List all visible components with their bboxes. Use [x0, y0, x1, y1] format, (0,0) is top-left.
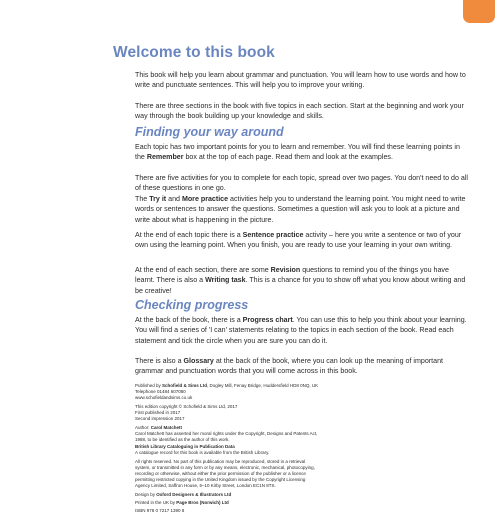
imprint-website: www.schofieldandsims.co.uk: [135, 395, 193, 400]
imprint-first-published: First published in 2017: [135, 410, 181, 415]
finding-paragraph-2: There are five activities for you to complete for each topic, spread over two pages. You don't need to do all of these questions in one go.: [135, 174, 468, 193]
finding-paragraph-1: Each topic has two important points for you to learn and remember. You will find these learning points in the Remember box at the top of each page. Read them and look at the examples.: [135, 143, 460, 162]
imprint-block: [135, 383, 445, 514]
intro-paragraph-2: There are three sections in the book with five topics in each section. Start at the beginning and work your way through the book building up your knowledge and skills.: [135, 102, 464, 121]
imprint-cip-heading: British Library Cataloguing in Publication Data: [135, 444, 235, 449]
finding-heading: Finding your way around: [135, 125, 284, 139]
imprint-copyright: This edition copyright © Schofield & Sims Ltd, 2017: [135, 404, 238, 409]
imprint-telephone: Telephone 01484 607080: [135, 389, 186, 394]
finding-paragraph-5: At the end of each section, there are some Revision questions to remind you of the things you have learnt. There is also a Writing task. This is a chance for you to show off what you know about writing and be creative!: [135, 266, 466, 295]
imprint-publisher: Published by Schofield & Sims Ltd, Dogley Mill, Fenay Bridge, Huddersfield HD8 0NQ, UK: [135, 383, 319, 388]
page-title: Welcome to this book: [113, 44, 275, 61]
imprint-cip-text: A catalogue record for this book is available from the British Library.: [135, 450, 270, 455]
finding-paragraph-3: The Try it and More practice activities help you to understand the learning point. You might need to write words or sentences to answer the questions. Sometimes a question will ask you to look at a picture and write about what is happening in the picture.: [135, 195, 466, 224]
imprint-rights-4: permitting restricted copying in the United Kingdom issued by the Copyright Licensing: [135, 477, 306, 482]
imprint-rights-3: recording or otherwise, without either the prior permission of the publisher or a licence: [135, 471, 306, 476]
imprint-moral-rights-2: 1988, to be identified as the author of this work.: [135, 437, 230, 442]
imprint-design: Design by Oxford Designers & Illustrators Ltd: [135, 492, 232, 497]
imprint-author: Author: Carol Matchett: [135, 425, 183, 430]
imprint-rights-2: system, or transmitted in any form or by any means, electronic, mechanical, photocopying,: [135, 465, 315, 470]
finding-paragraph-4: At the end of each topic there is a Sentence practice activity – here you write a sentence or two of your own using the learning point. When you finish, you are ready to use your learning in your own writing.: [135, 231, 462, 250]
checking-paragraph-2: There is also a Glossary at the back of the book, where you can look up the meaning of important grammar and punctuation words that you will come across in this book.: [135, 357, 443, 376]
imprint-isbn: ISBN 978 0 7217 1390 8: [135, 508, 185, 513]
checking-heading: Checking progress: [135, 298, 249, 312]
imprint-impression: Second impression 2017: [135, 416, 185, 421]
imprint-rights-5: Agency Limited, Saffron House, 6–10 Kirby Street, London EC1N 8TS.: [135, 483, 276, 488]
imprint-moral-rights-1: Carol Matchett has asserted her moral rights under the Copyright, Designs and Patents Act,: [135, 431, 318, 436]
imprint-printer: Printed in the UK by Page Bros (Norwich) Ltd: [135, 500, 229, 505]
intro-paragraph-1: This book will help you learn about grammar and punctuation. You will learn how to use words and how to write and punctuate sentences. This will help you to improve your writing.: [135, 71, 466, 90]
imprint-rights-1: All rights reserved. No part of this publication may be reproduced, stored in a retrieval: [135, 459, 306, 464]
checking-paragraph-1: At the back of the book, there is a Progress chart. You can use this to help you think about your learning. You will find a series of 'I can' statements relating to the topics in each section of the book. Read each statement and tick the circle when you are sure you can do it.: [135, 316, 467, 345]
